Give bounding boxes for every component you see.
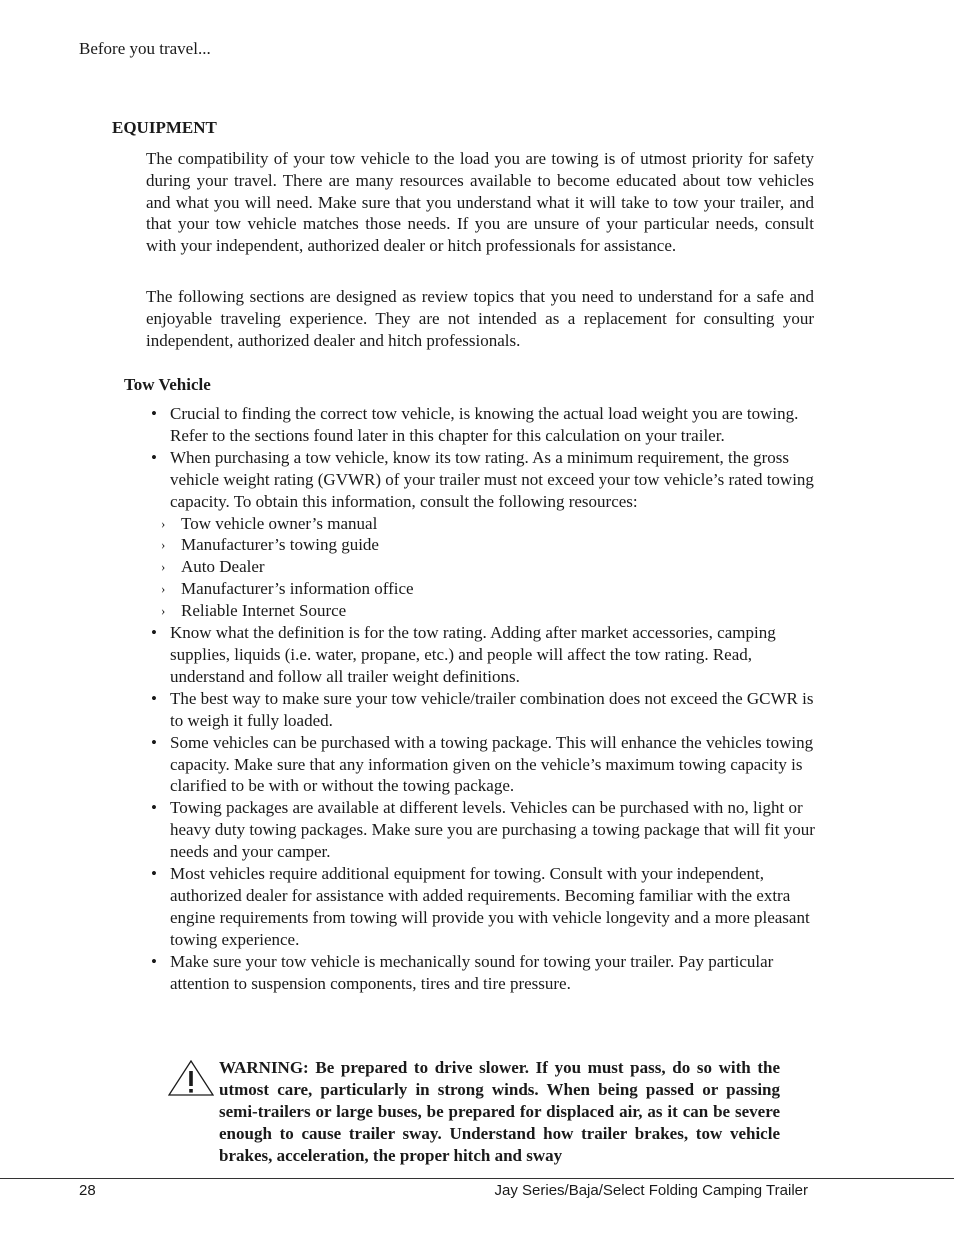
warning-text: WARNING: Be prepared to drive slower. If you must pass, do so with the utmost care, particularly in strong winds. When being passed or passing semi-trailers or large buses, be prepared for displaced air, as it can be severe enough to cause trailer sway. Understand how trailer brakes, tow vehicle brakes, acceleration, the proper hitch and sway [219, 1058, 780, 1165]
list-item: • When purchasing a tow vehicle, know its tow rating. As a minimum requirement, the gross vehicle weight rating (GVWR) of your trailer must not exceed your tow vehicle’s rated towing capacity. To obtain this information, consult the following resources: [150, 447, 818, 513]
running-header: Before you travel... [79, 39, 211, 58]
list-item: • Crucial to finding the correct tow vehicle, is knowing the actual load weight you are towing. Refer to the sections found later in this chapter for this calculation on your trailer. [150, 403, 818, 447]
list-item: • Make sure your tow vehicle is mechanically sound for towing your trailer. Pay particular attention to suspension components, tires and tire pressure. [150, 951, 818, 995]
footer-rule [0, 1178, 954, 1179]
list-item: • Towing packages are available at different levels. Vehicles can be purchased with no, light or heavy duty towing packages. Make sure you are purchasing a towing package that will fit your needs and your camper. [150, 797, 818, 863]
paragraph-review-topics: The following sections are designed as review topics that you need to understand for a safe and enjoyable traveling experience. They are not intended as a replacement for consulting your independent, authorized dealer and hitch professionals. [146, 287, 814, 350]
chevron-right-icon: › [161, 559, 166, 575]
resource-item [150, 513, 818, 535]
resource-label: Manufacturer’s information office [181, 579, 414, 599]
warning-triangle-icon [168, 1060, 214, 1096]
chevron-right-icon: › [161, 515, 166, 531]
footer-title: Jay Series/Baja/Select Folding Camping Trailer [494, 1182, 808, 1199]
resource-label: Manufacturer’s towing guide [181, 535, 379, 555]
resource-item [150, 534, 818, 556]
warning-block [168, 1057, 780, 1177]
list-item: • Know what the definition is for the tow rating. Adding after market accessories, camping supplies, liquids (i.e. water, propane, etc.) and people will affect the tow rating. Read, understand and follow all trailer weight definitions. [150, 622, 818, 688]
resource-label: Tow vehicle owner’s manual [181, 513, 378, 533]
resource-item [150, 600, 818, 622]
list-item: • Some vehicles can be purchased with a towing package. This will enhance the vehicles towing capacity. Make sure that any information given on the vehicle’s maximum towing capacity is clarified to be with or without the towing package. [150, 732, 818, 798]
chevron-right-icon: › [161, 581, 166, 597]
page-number: 28 [79, 1182, 96, 1199]
tow-vehicle-list [150, 403, 818, 994]
resource-item [150, 556, 818, 578]
list-item: • Most vehicles require additional equipment for towing. Consult with your independent, authorized dealer for assistance with added requirements. Becoming familiar with the extra engine requirements from towing will provide you with vehicle longevity and a more pleasant towing experience. [150, 863, 818, 951]
subheading-tow-vehicle: Tow Vehicle [124, 375, 211, 394]
resource-item [150, 578, 818, 600]
resource-label: Reliable Internet Source [181, 601, 347, 621]
section-heading-equipment: EQUIPMENT [112, 118, 217, 137]
resource-label: Auto Dealer [181, 557, 265, 577]
paragraph-compatibility: The compatibility of your tow vehicle to the load you are towing is of utmost priority for safety during your travel. There are many resources available to become educated about tow vehicles and what you will need. Make sure that you understand what it will take to tow your trailer, and that your tow vehicle matches those needs. If you are unsure of your particular needs, consult with your independent, authorized dealer or hitch professionals for assistance. [146, 149, 814, 256]
chevron-right-icon: › [161, 603, 166, 619]
chevron-right-icon: › [161, 537, 166, 553]
list-item: • The best way to make sure your tow vehicle/trailer combination does not exceed the GCWR is to weigh it fully loaded. [150, 688, 818, 732]
